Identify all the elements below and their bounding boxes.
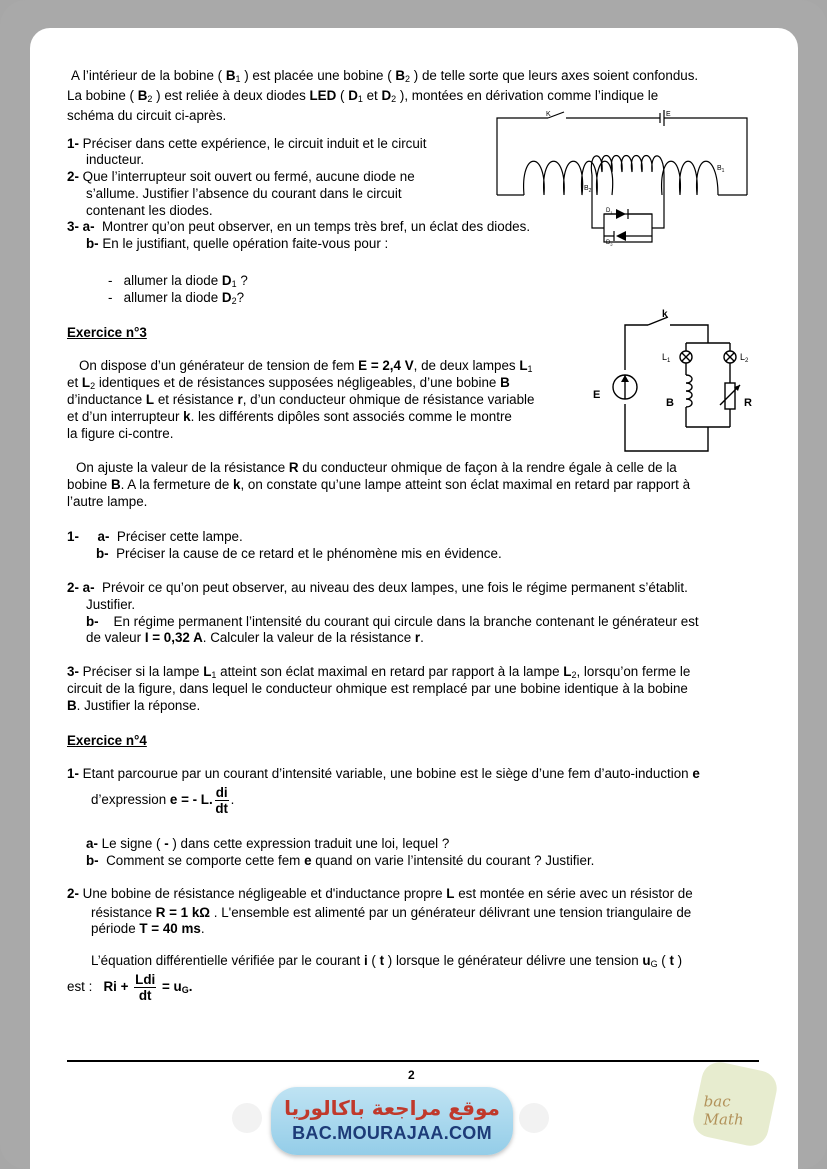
ex3-q1a: 1- a- Préciser cette lampe. xyxy=(67,529,243,544)
ex3-p1-line1: On dispose d’un générateur de tension de fem E = 2,4 V, de deux lampes $L_1$ xyxy=(79,358,533,374)
ex3-q3-line2: circuit de la figure, dans lequel le conducteur ohmique est remplacé par une bobine identique à la bobine xyxy=(67,681,688,696)
ex4-q2-line1: 2- Une bobine de résistance négligeable et d'inductance propre L est montée en série avec un résistor de xyxy=(67,886,693,901)
site-banner-arabic: موقع مراجعة باكالوريا xyxy=(284,1096,500,1120)
ex3-q2b: b- En régime permanent l’intensité du courant qui circule dans la branche contenant le générateur est xyxy=(86,614,699,629)
ex3-q2b-line2: de valeur I = 0,32 A. Calculer la valeur de la résistance r. xyxy=(86,630,424,645)
ex2-q2: 2- Que l’interrupteur soit ouvert ou fermé, aucune diode ne xyxy=(67,169,415,184)
intro-line-1: A l’intérieur de la bobine ( $B_1$ ) est placée une bobine ( $B_2$ ) de telle sorte que leurs axes soient confondus. xyxy=(71,68,699,84)
fig1-label-b1: $B_1$ xyxy=(717,165,725,174)
fig1-label-e: E xyxy=(666,111,671,118)
intro-line-2: La bobine ( $B_2$ ) est reliée à deux diodes LED ( $D_1$ et $D_2$ ), montées en dérivation comme l’indique le xyxy=(67,88,659,104)
ex3-q3-line1: 3- Préciser si la lampe $L_1$ atteint son éclat maximal en retard par rapport à la lampe $L_2$, lorsqu’on ferme le xyxy=(67,664,691,680)
lamps-coil-circuit-figure xyxy=(588,305,768,455)
bac-math-badge-text: bac Math xyxy=(703,1092,744,1129)
fig1-label-b2: $B_2$ xyxy=(584,185,592,194)
ex4-q1b: b- Comment se comporte cette fem e quand on varie l’intensité du courant ? Justifier. xyxy=(86,853,595,868)
variable-resistor-r xyxy=(725,383,735,409)
ex2-bullet-2: - allumer la diode $D_2$? xyxy=(108,290,245,306)
fig2-label-e: E xyxy=(593,389,601,401)
ex3-q3-line3: B. Justifier la réponse. xyxy=(67,698,201,713)
coil-b1-right xyxy=(662,161,718,195)
ex3-title: Exercice n°3 xyxy=(67,325,147,340)
ex4-q2-paragraph: L’équation différentielle vérifiée par le courant i ( t ) lorsque le générateur délivre une tension $u_G$ ( t ) xyxy=(91,953,683,969)
fig1-label-k: K xyxy=(546,111,551,118)
coil-b xyxy=(686,375,692,407)
diode-d1-icon xyxy=(616,209,626,219)
site-banner[interactable] xyxy=(271,1087,513,1155)
coil-b1-left xyxy=(524,161,613,195)
ex3-p2-line1: On ajuste la valeur de la résistance R du conducteur ohmique de façon à la rendre égale à celle de la xyxy=(76,460,677,475)
diode-d2-icon xyxy=(616,231,626,241)
ex3-p1-line5: la figure ci-contre. xyxy=(67,426,174,441)
ex2-q2-line2: s’allume. Justifier l’absence du courant dans le circuit xyxy=(86,186,402,201)
ex3-p1-line4: et d’un interrupteur k. les différents dipôles sont associés comme le montre xyxy=(67,409,512,424)
fig2-label-k: k xyxy=(662,309,668,320)
ex2-bullet-1: - allumer la diode $D_1$ ? xyxy=(108,273,248,289)
ex2-q3b: b- En le justifiant, quelle opération faite-vous pour : xyxy=(86,236,389,251)
ex4-q1-line2: d’expression e = - L. $\frac{di}{dt}$ . xyxy=(91,785,235,816)
fig1-label-d2: $D_2$ xyxy=(606,240,613,247)
ex2-q3a: 3- a- Montrer qu’on peut observer, en un temps très bref, un éclat des diodes. xyxy=(67,219,531,234)
bac-math-badge xyxy=(690,1059,780,1149)
ex4-q1a: a- Le signe ( - ) dans cette expression traduit une loi, lequel ? xyxy=(86,836,450,851)
page-number: 2 xyxy=(408,1068,415,1082)
site-banner-url[interactable]: BAC.MOURAJAA.COM xyxy=(292,1123,492,1143)
ex2-q1-line2: inducteur. xyxy=(86,152,145,167)
coils-diode-circuit-figure xyxy=(492,110,752,250)
fig1-label-d1: $D_1$ xyxy=(606,208,613,215)
intro-line-3: schéma du circuit ci-après. xyxy=(67,108,227,123)
ex3-q1b: b- Préciser la cause de ce retard et le phénomène mis en évidence. xyxy=(96,546,502,561)
ex3-p2-line2: bobine B. A la fermeture de k, on constate qu’une lampe atteint son éclat maximal en retard par rapport à xyxy=(67,477,691,492)
battery-e xyxy=(660,110,664,126)
ex3-q2a-line2: Justifier. xyxy=(86,597,136,612)
ex3-p2-line3: l’autre lampe. xyxy=(67,494,148,509)
ex3-q2a: 2- a- Prévoir ce qu’on peut observer, au niveau des deux lampes, une fois le régime permanent s’établit. xyxy=(67,580,688,595)
footer-divider xyxy=(67,1060,759,1062)
fig2-label-b: B xyxy=(666,397,674,409)
fig2-label-r: R xyxy=(744,397,752,409)
ex4-q1-line1: 1- Etant parcourue par un courant d’intensité variable, une bobine est le siège d’une fem d’auto-induction e xyxy=(67,766,700,781)
wire xyxy=(497,118,548,195)
di-dt-fraction: $\frac{di}{dt}$ xyxy=(215,785,228,816)
ldi-dt-fraction: $\frac{\text{Ldi}}{dt}$ xyxy=(135,972,156,1003)
ex3-p1-line2: et $L_2$ identiques et de résistances supposées négligeables, d’une bobine B xyxy=(67,375,510,391)
ex4-q2-line3: période T = 40 ms. xyxy=(91,921,205,936)
ex4-differential-equation: est : Ri + $\frac{\text{Ldi}}{dt}$ = $u_G$. xyxy=(67,972,193,1003)
ex3-p1-line3: d’inductance L et résistance r, d’un conducteur ohmique de résistance variable xyxy=(67,392,535,407)
ex4-title: Exercice n°4 xyxy=(67,733,147,748)
site-logo-left-icon xyxy=(232,1103,262,1133)
ex4-q2-line2: résistance R = 1 kΩ . L'ensemble est alimenté par un générateur délivrant une tension triangulaire de xyxy=(91,905,692,920)
ex2-q1: 1- Préciser dans cette expérience, le circuit induit et le circuit xyxy=(67,136,427,151)
fig2-label-l1: $L_1$ xyxy=(662,352,671,364)
fig2-label-l2: $L_2$ xyxy=(740,352,749,364)
ex2-q2-line3: contenant les diodes. xyxy=(86,203,213,218)
site-logo-right-icon xyxy=(519,1103,549,1133)
